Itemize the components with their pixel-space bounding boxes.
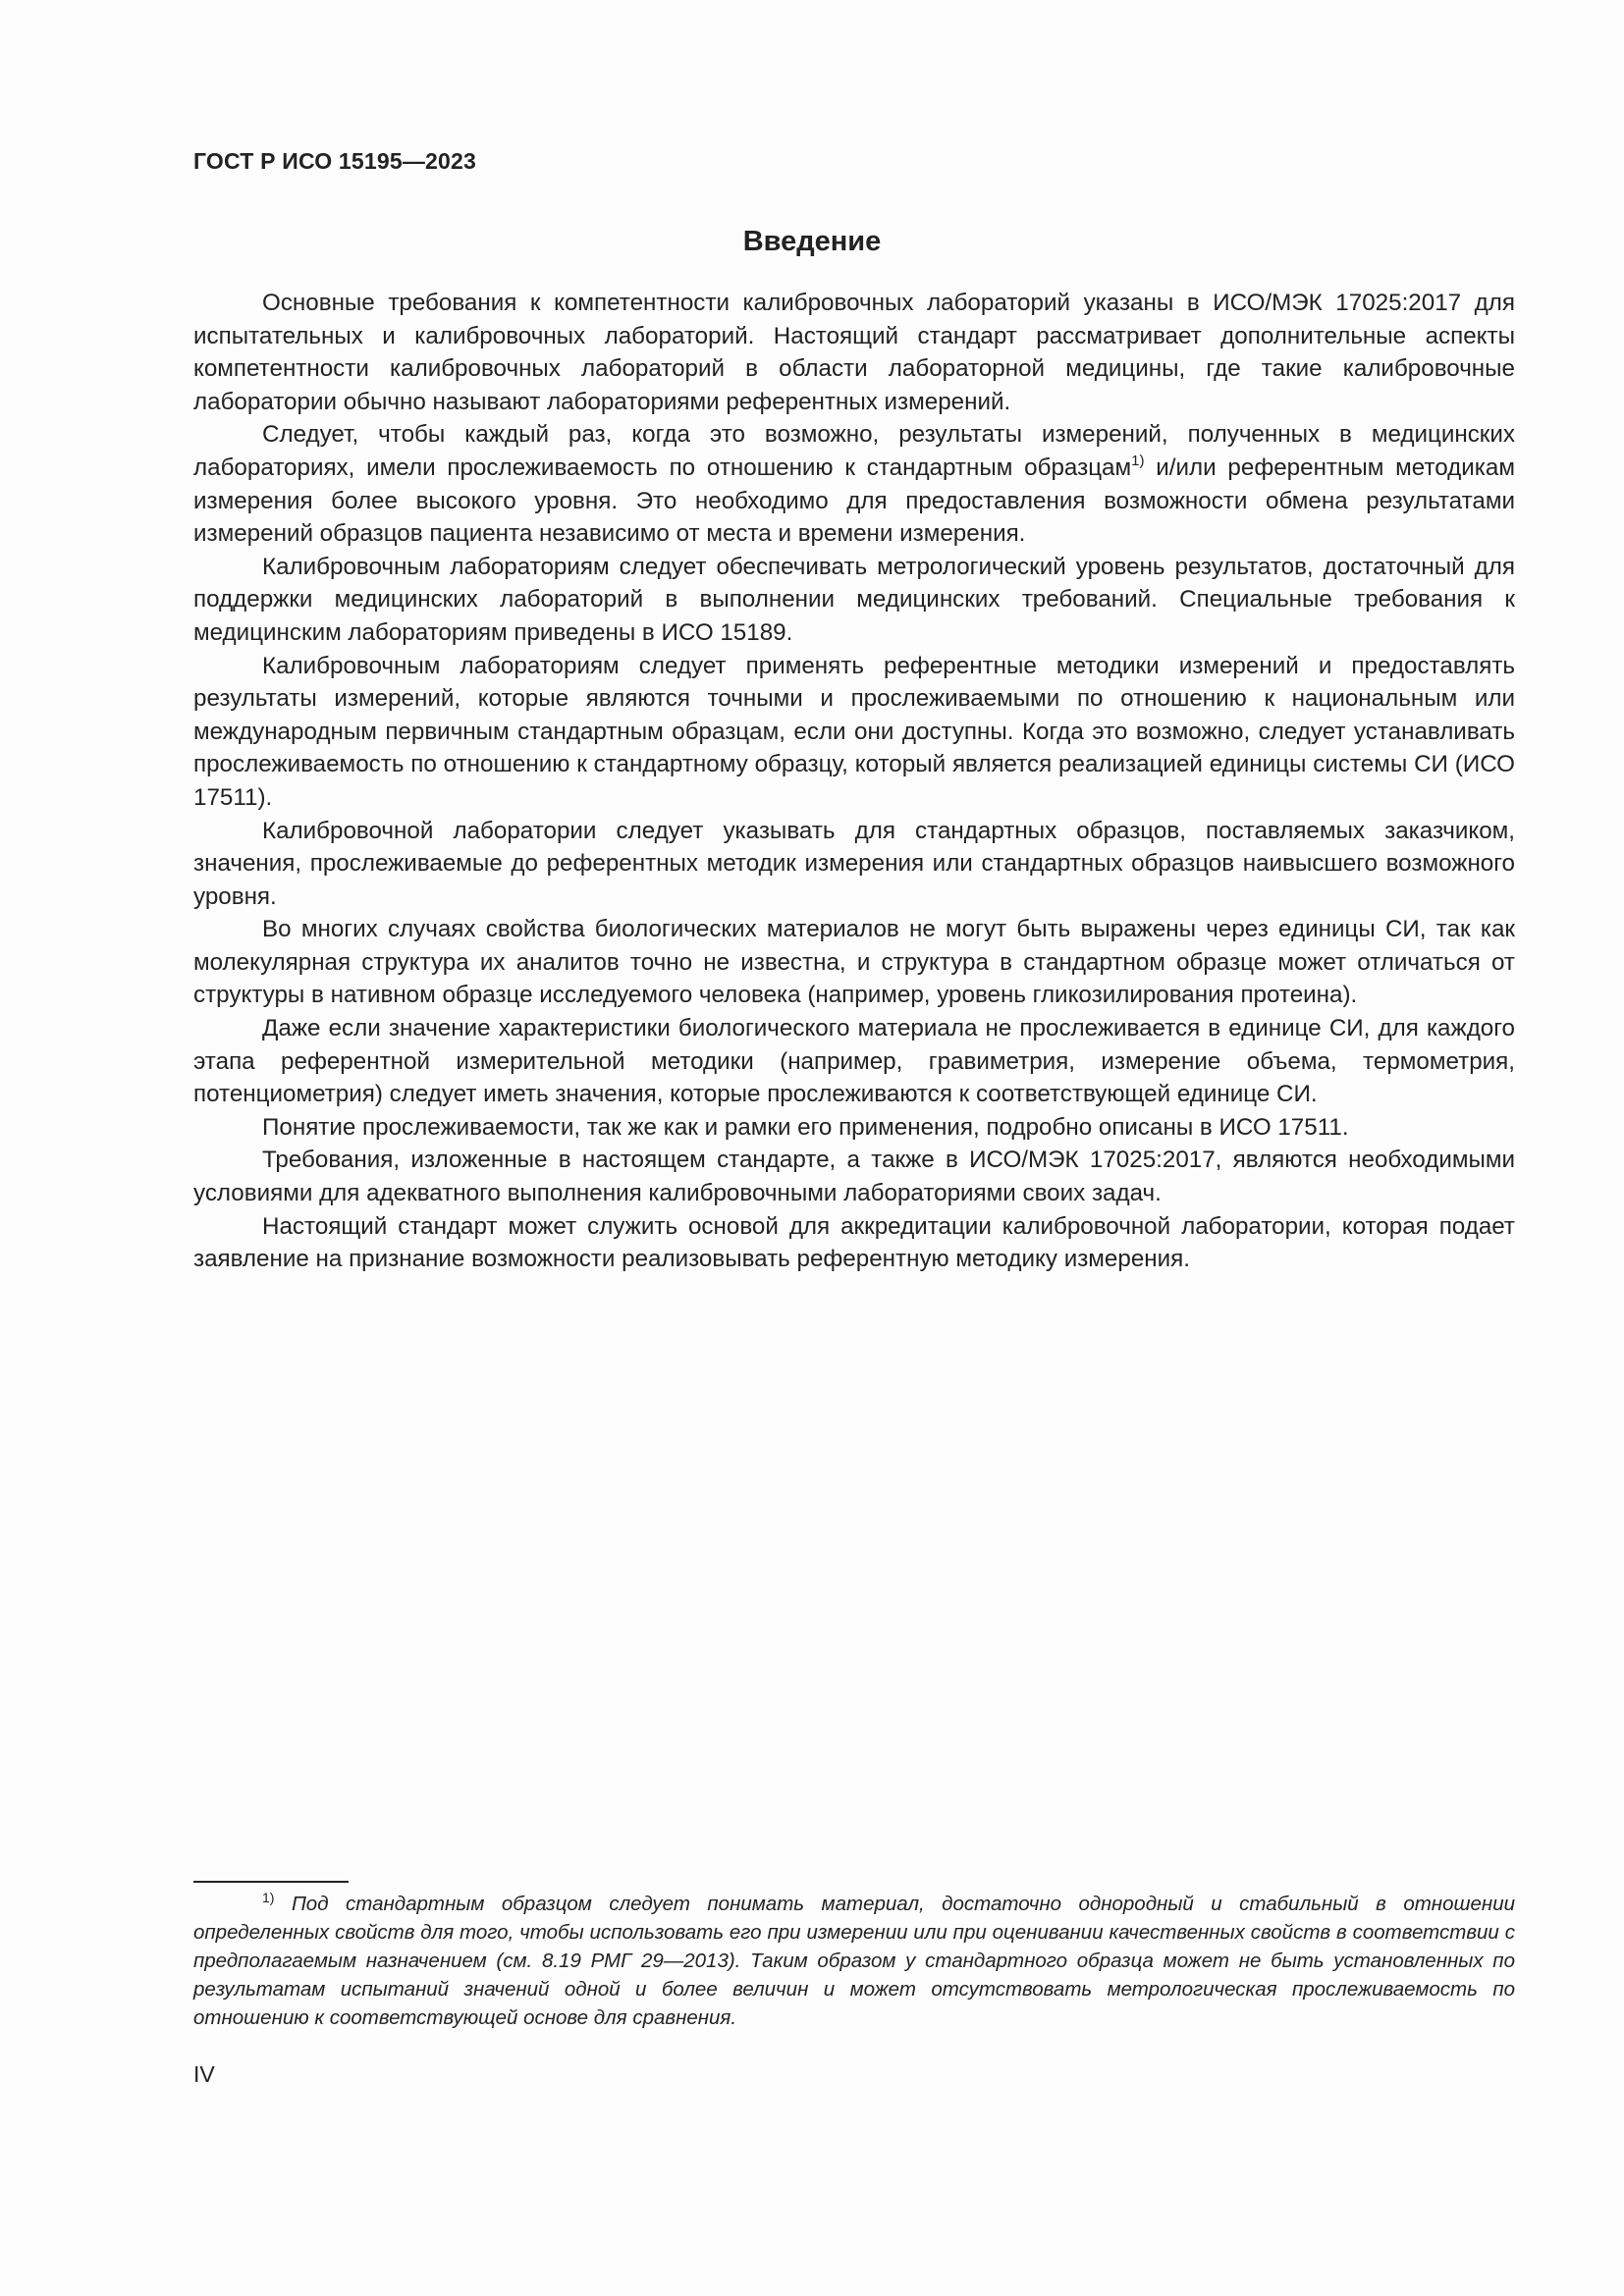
paragraph: Калибровочным лабораториям следует применять референтные методики измерений и предоставлять результаты измерений, которые являются точными и прослеживаемыми по отношению к национальным или международным первичным стандартным образцам, если они доступны. Когда это возможно, следует устанавливать прослеживаемость по отношению к стандартному образцу, который является реализацией единицы системы СИ (ИСО 17511). [193, 652, 1515, 811]
page-number: IV [193, 2061, 215, 2087]
footnote [193, 1890, 1515, 2032]
paragraph: Даже если значение характеристики биологического материала не прослеживается в единице СИ, для каждого этапа референтной измерительной методики (например, гравиметрия, измерение объема, термометрия, потенциометрия) следует иметь значения, которые прослеживаются к соответствующей единице СИ. [193, 1015, 1515, 1108]
paragraph-text: и/или референтным методикам измерения более высокого уровня. Это необходимо для предоставления возможности обмена результатами измерений образцов пациента независимо от места и времени измерения. [193, 454, 1515, 548]
paragraph: Калибровочной лаборатории следует указывать для стандартных образцов, поставляемых заказчиком, значения, прослеживаемые до референтных методик измерения или стандартных образцов наивысшего возможного уровня. [193, 817, 1515, 910]
paragraph [193, 418, 1515, 550]
paragraph: Понятие прослеживаемости, так же как и рамки его применения, подробно описаны в ИСО 17511. [262, 1113, 1349, 1141]
paragraph: Настоящий стандарт может служить основой для аккредитации калибровочной лаборатории, которая подает заявление на признание возможности реализовывать референтную методику измерения. [193, 1212, 1515, 1273]
footnote-reference: 1) [1131, 452, 1145, 469]
footnote-marker: 1) [262, 1890, 275, 1905]
footnote-text: Под стандартным образцом следует понимать материал, достаточно однородный и стабильный в отношении определенных свойств для того, чтобы использовать его при измерении или при оценивании качественных свойств в соответствии с предполагаемым назначением (см. 8.19 РМГ 29—2013). Таким образом у стандартного образца может не быть установленных по результатам испытаний значений одной и более величин и может отсутствовать метрологическая прослеживаемость по отношению к соответствующей основе для сравнения. [193, 1893, 1515, 2029]
body-text [193, 287, 1515, 1276]
document-code: ГОСТ Р ИСО 15195—2023 [193, 148, 477, 174]
paragraph: Во многих случаях свойства биологических материалов не могут быть выражены через единицы СИ, так как молекулярная структура их аналитов точно не известна, и структура в стандартном образце может отличаться от структуры в нативном образце исследуемого человека (например, уровень гликозилирования протеина). [193, 916, 1515, 1009]
section-title: Введение [742, 226, 882, 257]
paragraph-text: Следует, чтобы каждый раз, когда это возможно, результаты измерений, полученных в медицинских лабораториях, имели прослеживаемость по отношению к стандартным образцам [193, 421, 1515, 481]
paragraph: Требования, изложенные в настоящем стандарте, а также в ИСО/МЭК 17025:2017, являются необходимыми условиями для адекватного выполнения калибровочными лабораториями своих задач. [193, 1147, 1515, 1207]
paragraph: Основные требования к компетентности калибровочных лабораторий указаны в ИСО/МЭК 17025:2017 для испытательных и калибровочных лабораторий. Настоящий стандарт рассматривает дополнительные аспекты компетентности калибровочных лабораторий в области лабораторной медицины, где такие калибровочные лаборатории обычно называют лабораториями референтных измерений. [193, 290, 1515, 415]
footnote-divider [193, 1881, 349, 1883]
paragraph: Калибровочным лабораториям следует обеспечивать метрологический уровень результатов, достаточный для поддержки медицинских лабораторий в выполнении медицинских требований. Специальные требования к медицинским лабораториям приведены в ИСО 15189. [193, 553, 1515, 646]
